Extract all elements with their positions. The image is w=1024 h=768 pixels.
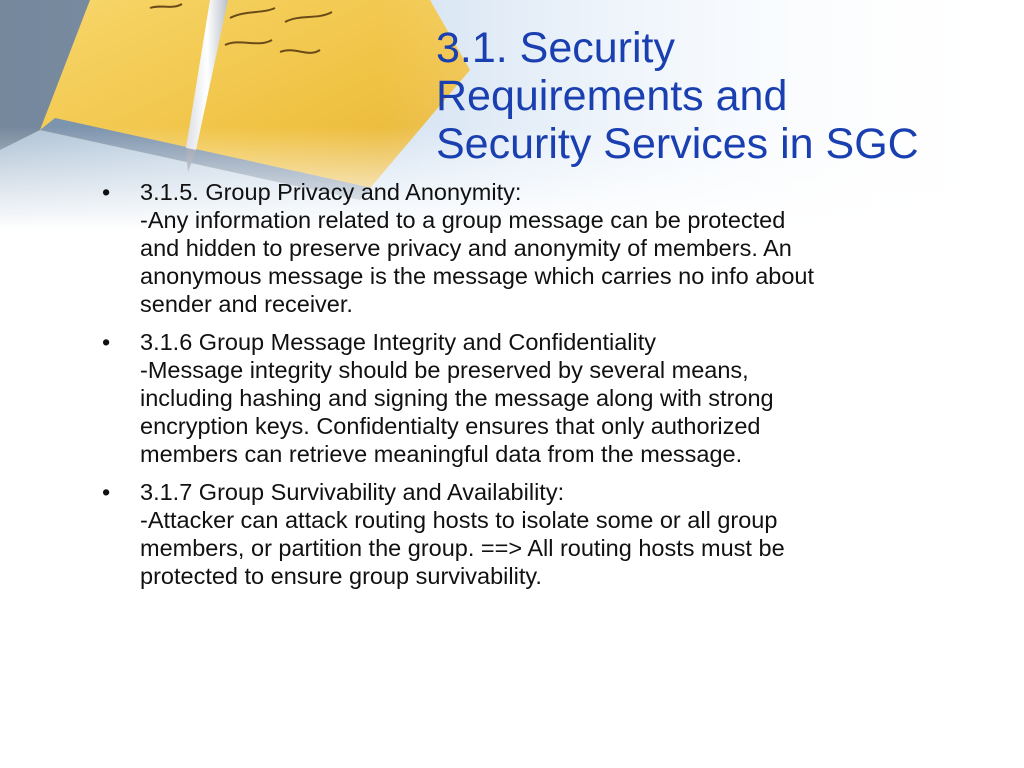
bullet-list <box>100 178 1000 600</box>
bullet-item-survivability <box>100 478 1000 590</box>
bullet-text-line: and hidden to preserve privacy and anonymity of members. An <box>140 235 792 261</box>
bullet-marker: • <box>102 329 111 355</box>
title-line: 3.1. Security <box>436 24 675 72</box>
bullet-text-line: -Message integrity should be preserved by several means, <box>140 357 749 383</box>
bullet-item-group-privacy <box>100 178 1000 318</box>
bullet-text-line: anonymous message is the message which carries no info about <box>140 263 815 289</box>
bullet-text-line: members, or partition the group. ==> All routing hosts must be <box>140 535 785 561</box>
bullet-text-line: members can retrieve meaningful data from the message. <box>140 441 743 467</box>
bullet-text-line: -Attacker can attack routing hosts to isolate some or all group <box>140 507 778 533</box>
bullet-text-line: -Any information related to a group message can be protected <box>140 207 786 233</box>
bullet-heading: 3.1.6 Group Message Integrity and Confidentiality <box>140 329 656 355</box>
bullet-heading: 3.1.5. Group Privacy and Anonymity: <box>140 179 522 205</box>
bullet-text-line: protected to ensure group survivability. <box>140 563 542 589</box>
bullet-text-line: including hashing and signing the message along with strong <box>140 385 774 411</box>
slide-title <box>436 24 1021 168</box>
bullet-text-line: encryption keys. Confidentialty ensures that only authorized <box>140 413 761 439</box>
bullet-item-message-integrity <box>100 328 1000 468</box>
bullet-heading: 3.1.7 Group Survivability and Availability: <box>140 479 565 505</box>
bullet-marker: • <box>102 479 111 505</box>
title-line: Security Services in SGC <box>436 120 919 168</box>
bullet-marker: • <box>102 179 111 205</box>
bullet-text-line: sender and receiver. <box>140 291 353 317</box>
title-line: Requirements and <box>436 72 788 120</box>
